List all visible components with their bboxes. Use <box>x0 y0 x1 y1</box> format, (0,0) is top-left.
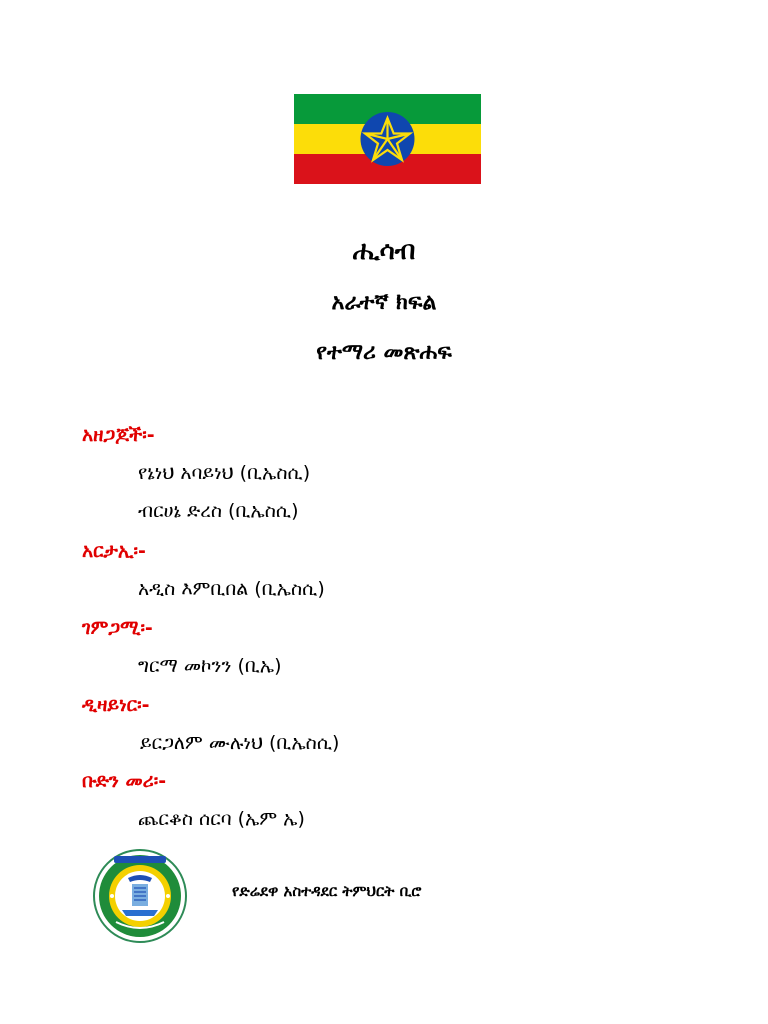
book-title: ሒሳብ <box>352 236 416 266</box>
role-editor: አርታኢ፡- <box>82 540 146 562</box>
ethiopian-flag-icon <box>294 94 481 184</box>
role-authors: አዘጋጆች፡- <box>82 424 155 446</box>
role-reviewer: ገምጋሚ፡- <box>82 617 153 639</box>
team-leader-name: ጨርቆስ ሰርባ (ኤም ኤ) <box>138 808 305 830</box>
editor-name: አዲስ እምቢበል (ቢኤስሲ) <box>138 578 325 600</box>
book-type-label: የተማሪ መጽሐፍ <box>316 340 452 365</box>
author-name: የኔነህ አባይነህ (ቢኤስሲ) <box>138 462 311 484</box>
education-bureau-name: የድሬደዋ አስተዳደር ትምህርት ቢሮ <box>232 882 422 900</box>
role-team-leader: ቡድን መሪ፡- <box>82 770 167 792</box>
author-name: ብርሀኔ ድረስ (ቢኤስሲ) <box>138 500 299 522</box>
reviewer-name: ግርማ መኮንን (ቢኤ) <box>138 655 282 677</box>
designer-name: ይርጋለም ሙሉነህ (ቢኤስሲ) <box>140 732 340 754</box>
education-bureau-seal-icon <box>92 848 188 944</box>
grade-label: አራተኛ ክፍል <box>331 290 437 315</box>
role-designer: ዲዛይነር፡- <box>82 694 150 716</box>
